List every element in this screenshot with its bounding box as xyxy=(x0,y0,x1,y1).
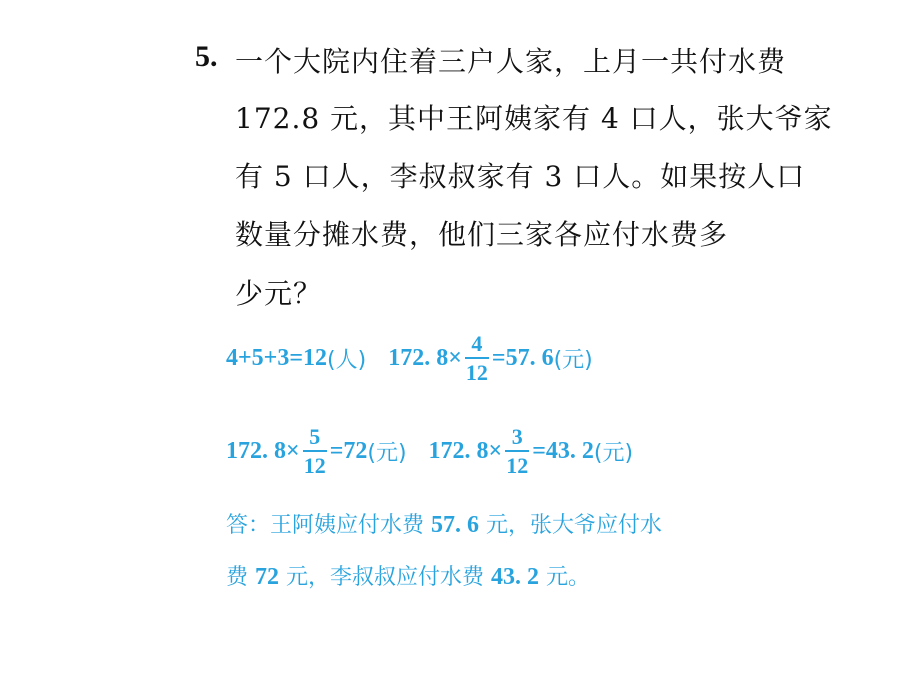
li-calc-result: =43. 2 xyxy=(532,437,594,464)
yuan-unit: (元) xyxy=(593,440,634,466)
fraction-numerator: 5 xyxy=(309,424,321,449)
people-unit: (人) xyxy=(327,347,367,373)
fraction-denominator: 12 xyxy=(506,453,529,479)
question-number: 5. xyxy=(195,40,218,73)
answer-text: 元，李叔叔应付水费 xyxy=(279,565,491,590)
answer-value: 72 xyxy=(255,564,279,590)
total-people-equation: 4+5+3=12 xyxy=(226,344,328,371)
wang-calc-prefix: 172. 8× xyxy=(388,344,462,371)
question-line-4: 数量分摊水费，他们三家各应付水费多 xyxy=(235,218,729,251)
wang-calc-result: =57. 6 xyxy=(491,344,554,371)
question-line-1: 一个大院内住着三户人家，上月一共付水费 xyxy=(235,45,787,78)
solution-line-1 xyxy=(226,332,593,384)
yuan-unit: (元) xyxy=(553,347,593,373)
fraction-4-12 xyxy=(465,332,489,384)
answer-text: 费 xyxy=(226,565,255,590)
fraction-bar xyxy=(465,357,489,359)
fraction-denominator: 12 xyxy=(303,453,326,479)
question-line-5: 少元？ xyxy=(235,277,323,310)
answer-line-1 xyxy=(226,508,662,539)
zhang-calc-result: =72 xyxy=(329,437,368,464)
answer-value: 43. 2 xyxy=(491,564,539,590)
fraction-bar xyxy=(303,450,327,452)
solution-line-2 xyxy=(226,425,633,477)
li-calc-prefix: 172. 8× xyxy=(428,437,503,464)
zhang-calc-prefix: 172. 8× xyxy=(226,437,300,464)
yuan-unit: (元) xyxy=(367,440,407,466)
fraction-3-12 xyxy=(505,425,529,477)
question-line-3: 有 5 口人，李叔叔家有 3 口人。如果按人口 xyxy=(235,160,806,193)
answer-text: 答：王阿姨应付水费 xyxy=(226,513,431,538)
fraction-numerator: 4 xyxy=(471,331,483,356)
answer-text: 元。 xyxy=(539,565,590,590)
fraction-numerator: 3 xyxy=(511,424,523,449)
answer-text: 元，张大爷应付水 xyxy=(479,513,662,538)
answer-line-2 xyxy=(226,560,590,591)
fraction-5-12 xyxy=(303,425,327,477)
question-line-2: 172.8 元，其中王阿姨家有 4 口人，张大爷家 xyxy=(235,102,833,135)
fraction-denominator: 12 xyxy=(465,360,488,386)
fraction-bar xyxy=(505,450,529,452)
answer-value: 57. 6 xyxy=(431,512,479,538)
